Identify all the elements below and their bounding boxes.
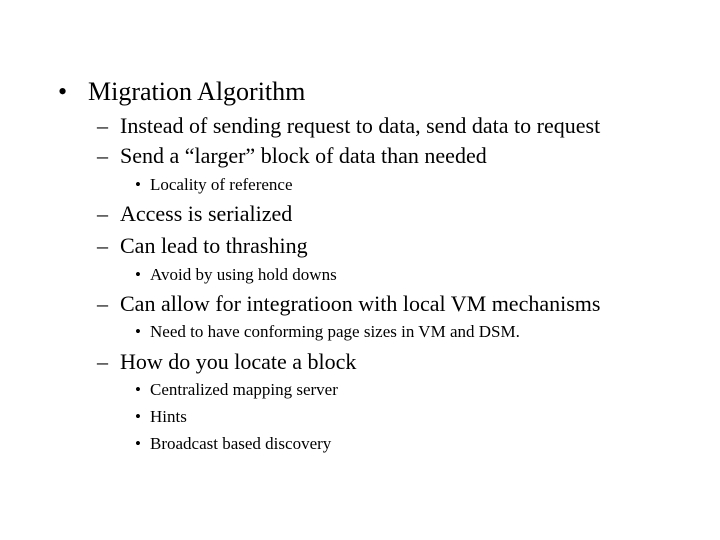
sub-item-instead-of-sending: [97, 115, 600, 137]
bullet-icon: •: [135, 265, 141, 284]
bullet-icon: •: [58, 77, 68, 106]
sub-item-access-serialized: [97, 203, 292, 225]
sub-sub-item-text: Avoid by using hold downs: [150, 265, 337, 284]
dash-icon: –: [97, 349, 108, 374]
sub-item-send-larger-block: [97, 145, 487, 167]
sub-item-text: Can lead to thrashing: [120, 233, 308, 258]
bullet-icon: •: [135, 322, 141, 341]
sub-item-text: Access is serialized: [120, 201, 293, 226]
bullet-icon: •: [135, 380, 141, 399]
dash-icon: –: [97, 143, 108, 168]
heading-migration-algorithm: [58, 79, 305, 105]
heading-text: Migration Algorithm: [88, 77, 306, 106]
sub-item-text: Instead of sending request to data, send data to request: [120, 113, 601, 138]
bullet-icon: •: [135, 434, 141, 453]
sub-sub-item-hold-downs: [135, 266, 337, 283]
sub-sub-item-text: Hints: [150, 407, 187, 426]
sub-item-text: Can allow for integratioon with local VM mechanisms: [120, 291, 601, 316]
bullet-icon: •: [135, 407, 141, 426]
sub-sub-item-broadcast: [135, 435, 331, 452]
dash-icon: –: [97, 291, 108, 316]
sub-sub-item-hints: [135, 408, 187, 425]
dash-icon: –: [97, 201, 108, 226]
sub-sub-item-text: Locality of reference: [150, 175, 293, 194]
sub-sub-item-mapping-server: [135, 381, 338, 398]
dash-icon: –: [97, 233, 108, 258]
sub-sub-item-text: Need to have conforming page sizes in VM and DSM.: [150, 322, 520, 341]
sub-sub-item-text: Broadcast based discovery: [150, 434, 332, 453]
bullet-icon: •: [135, 175, 141, 194]
sub-item-text: How do you locate a block: [120, 349, 357, 374]
sub-item-text: Send a “larger” block of data than needed: [120, 143, 487, 168]
sub-sub-item-text: Centralized mapping server: [150, 380, 338, 399]
sub-item-vm-mechanisms: [97, 293, 600, 315]
sub-sub-item-locality: [135, 176, 293, 193]
dash-icon: –: [97, 113, 108, 138]
sub-sub-item-page-sizes: [135, 323, 520, 340]
sub-item-locate-block: [97, 351, 356, 373]
sub-item-thrashing: [97, 235, 308, 257]
